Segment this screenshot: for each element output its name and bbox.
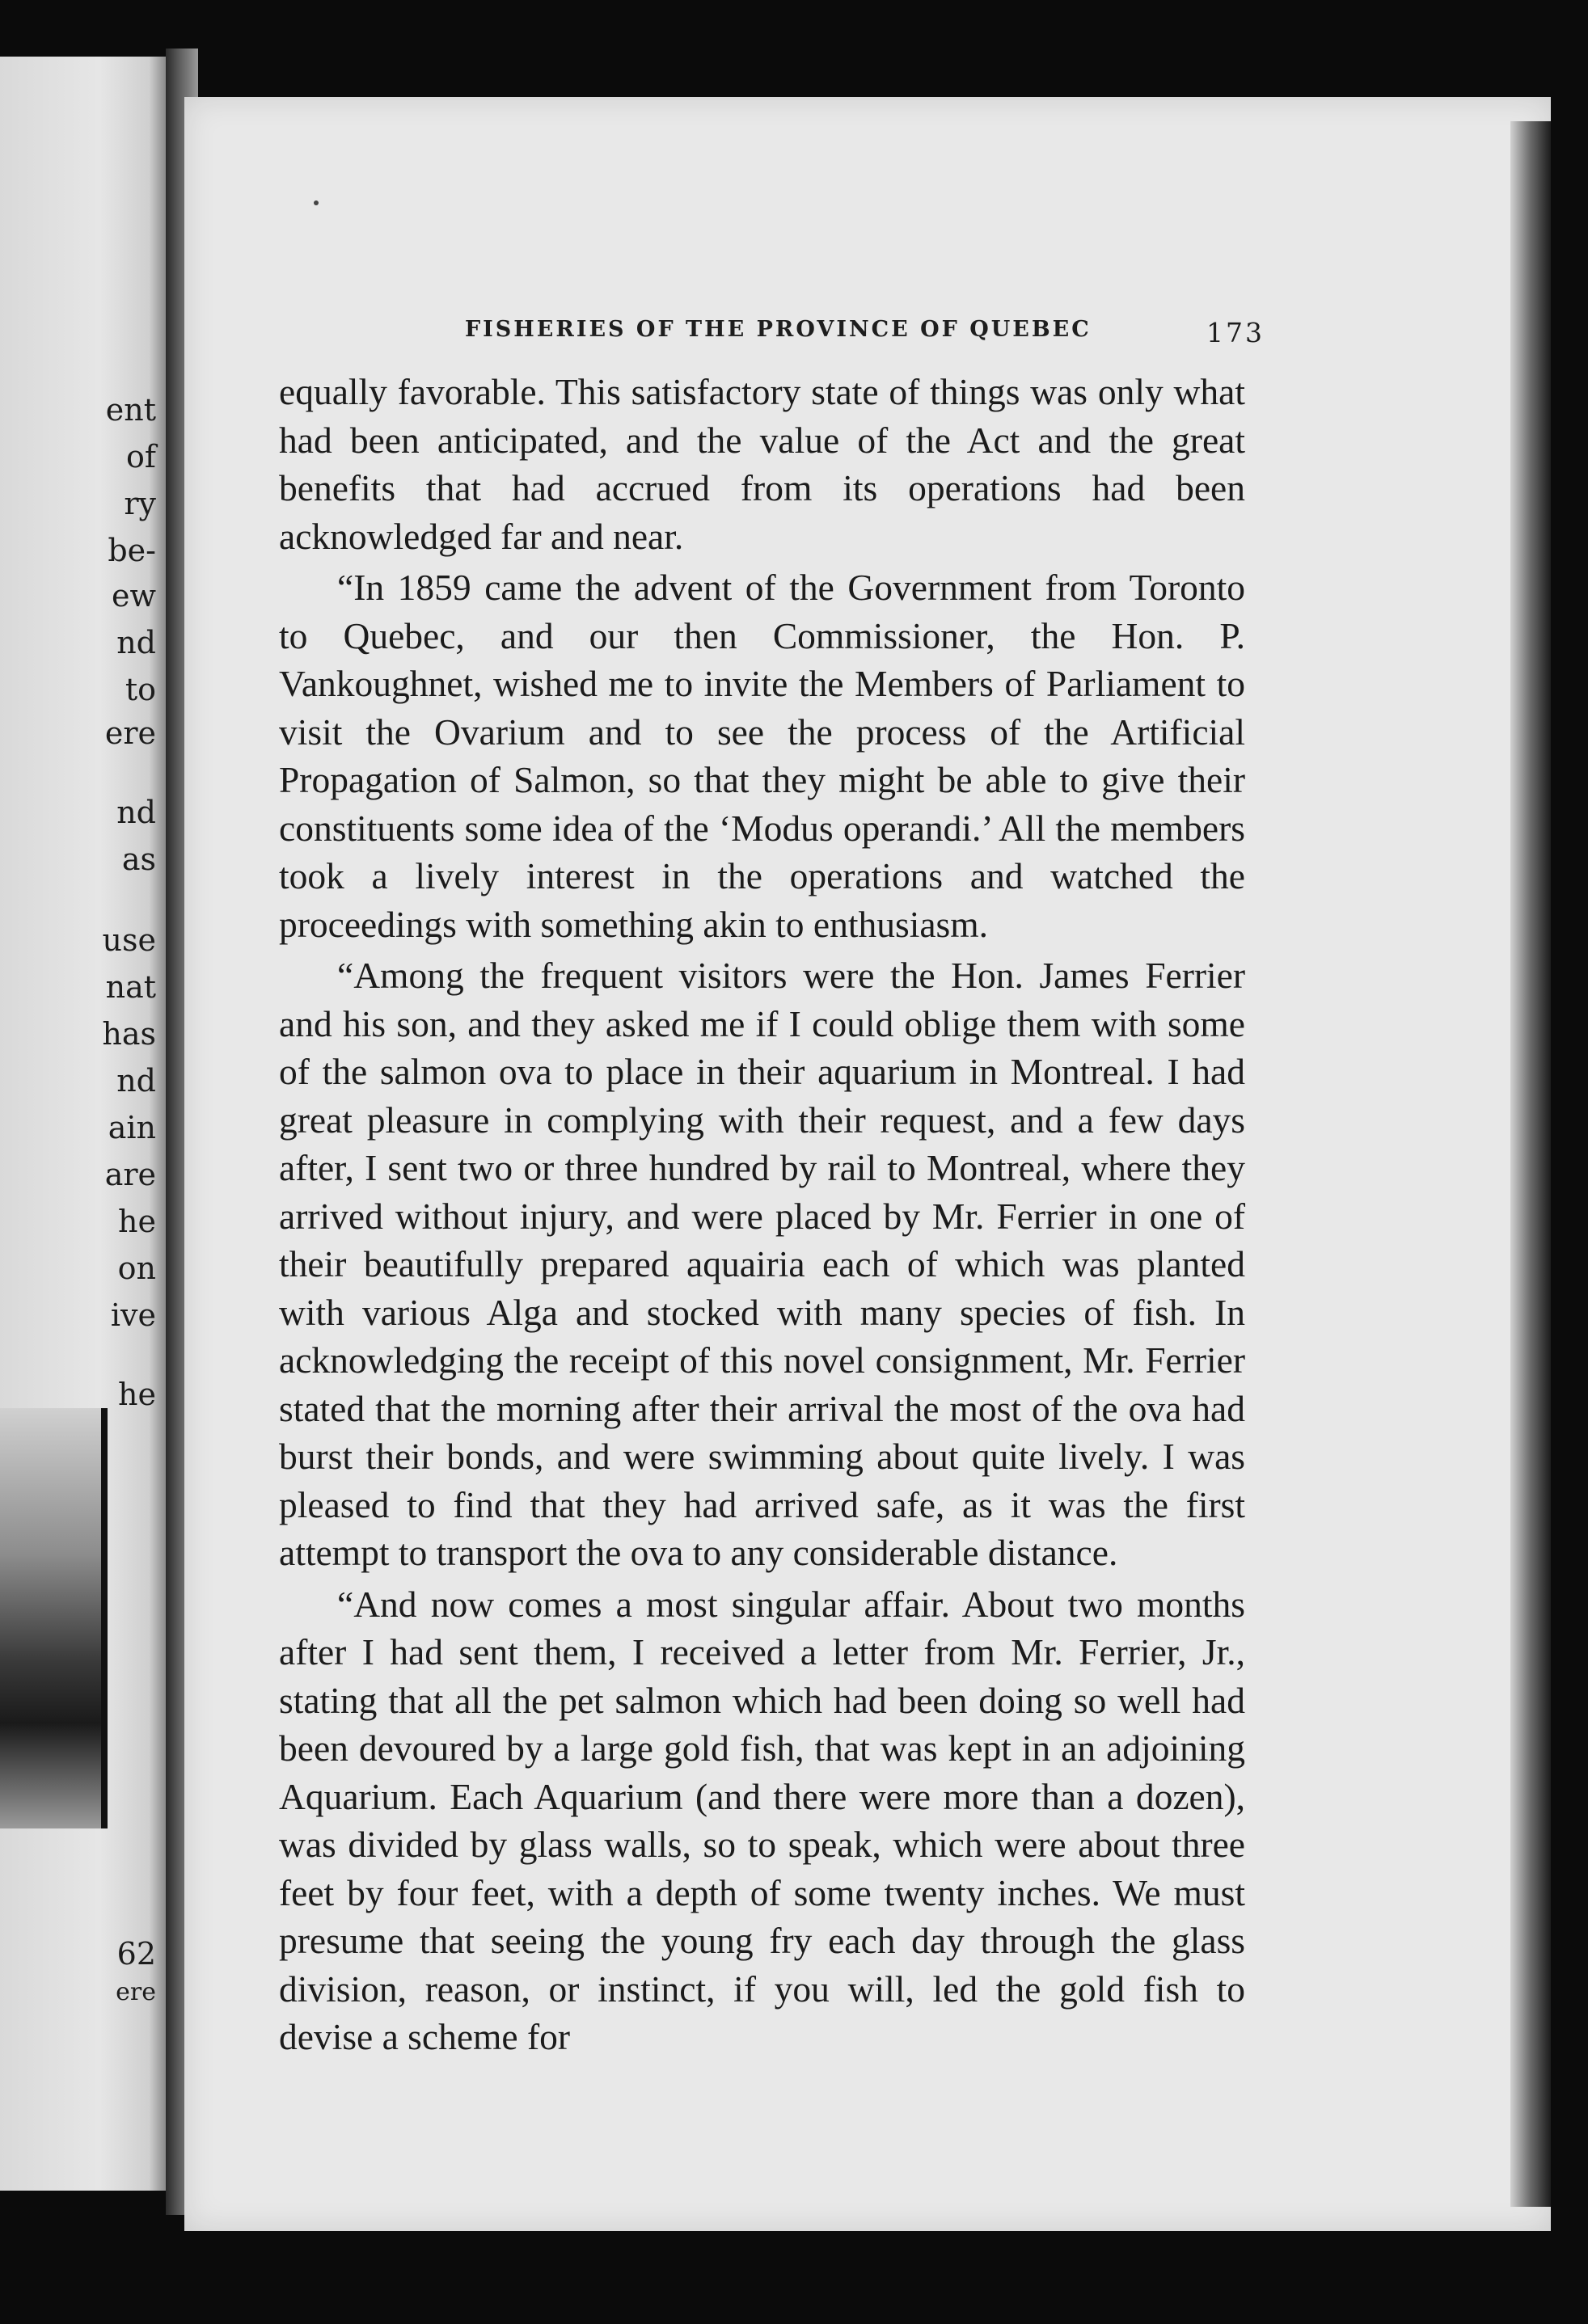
- left-line-fragment: ent: [105, 392, 156, 428]
- running-head: FISHERIES OF THE PROVINCE OF QUEBEC: [465, 317, 1092, 342]
- left-line-fragment: he: [118, 1377, 156, 1412]
- left-page-illustration: [0, 1408, 108, 1828]
- right-page-edge-shadow: [1510, 121, 1551, 2207]
- left-line-fragment: use: [102, 922, 156, 958]
- left-line-fragment: of: [126, 439, 156, 475]
- left-line-fragment: nat: [105, 969, 156, 1005]
- left-line-fragment: on: [117, 1251, 156, 1286]
- left-line-fragment: nd: [116, 795, 156, 830]
- paragraph: “Among the frequent visitors were the Hon. James Ferrier and his son, and they asked me if I could oblige them with some of the salmon ova to place in their aquarium in Montreal. I had great pleasure in complying with their request, and a few days after, I sent two or three hundred by rail to Montreal, where they arrived without injury, and were placed by Mr. Ferrier in one of their beautifully prepared aquairia each of which was planted with various Alga and stocked with many species of fish. In acknowledging the receipt of this novel consignment, Mr. Ferrier stated that the morning after their arrival the most of the ova had burst their bonds, and were swimming about quite lively. I was pleased to find that they had arrived safe, as it was the first attempt to transport the ova to any considerable distance.: [279, 955, 1245, 1573]
- left-line-fragment: be-: [108, 533, 156, 568]
- left-line-fragment: nd: [116, 625, 156, 660]
- left-line-fragment: ain: [108, 1110, 156, 1145]
- left-line-fragment: ew: [111, 578, 156, 614]
- paragraph: “And now comes a most singular affair. About two months after I had sent them, I received a letter from Mr. Ferrier, Jr., stating that all the pet salmon which had been doing so well had been devoured by a large gold fish, that was kept in an adjoining Aquarium. Each Aquarium (and there were more than a dozen), was divided by glass walls, so to speak, which were about three feet by four feet, with a depth of some twenty inches. We must presume that seeing the young fry each day through the glass division, reason, or instinct, if you will, led the gold fish to devise a scheme for: [279, 1583, 1245, 2057]
- left-line-fragment: ere: [116, 1978, 156, 2006]
- left-line-fragment: has: [102, 1016, 156, 1052]
- left-line-fragment: as: [121, 841, 156, 877]
- left-line-fragment: to: [125, 672, 156, 707]
- paragraph: “In 1859 came the advent of the Government from Toronto to Quebec, and our then Commissioner, the Hon. P. Vankoughnet, wished me to invite the Members of Parliament to visit the Ovarium and to see the process of the Artificial Propagation of Salmon, so that they might be able to give their constituents some idea of the ‘Modus operandi.’ All the members took a lively interest in the operations and watched the proceedings with something akin to enthusiasm.: [279, 567, 1245, 945]
- left-line-fragment: ere: [104, 715, 156, 751]
- left-line-fragment: are: [104, 1157, 156, 1192]
- left-facing-page: [0, 57, 166, 2191]
- left-page-text-fragments: [0, 57, 166, 2191]
- left-line-fragment: ive: [110, 1297, 156, 1333]
- left-line-fragment: nd: [116, 1063, 156, 1099]
- body-text: [279, 368, 1245, 2061]
- left-line-fragment: ry: [124, 486, 156, 521]
- left-line-fragment: 62: [116, 1936, 156, 1972]
- left-line-fragment: he: [118, 1204, 156, 1239]
- scan-speck: [314, 200, 319, 205]
- page-number: 173: [1206, 317, 1265, 348]
- paragraph: equally favorable. This satisfactory state of things was only what had been anticipated, and the value of the Act and the great benefits that had accrued from its operations had been acknowledged far and near.: [279, 371, 1245, 557]
